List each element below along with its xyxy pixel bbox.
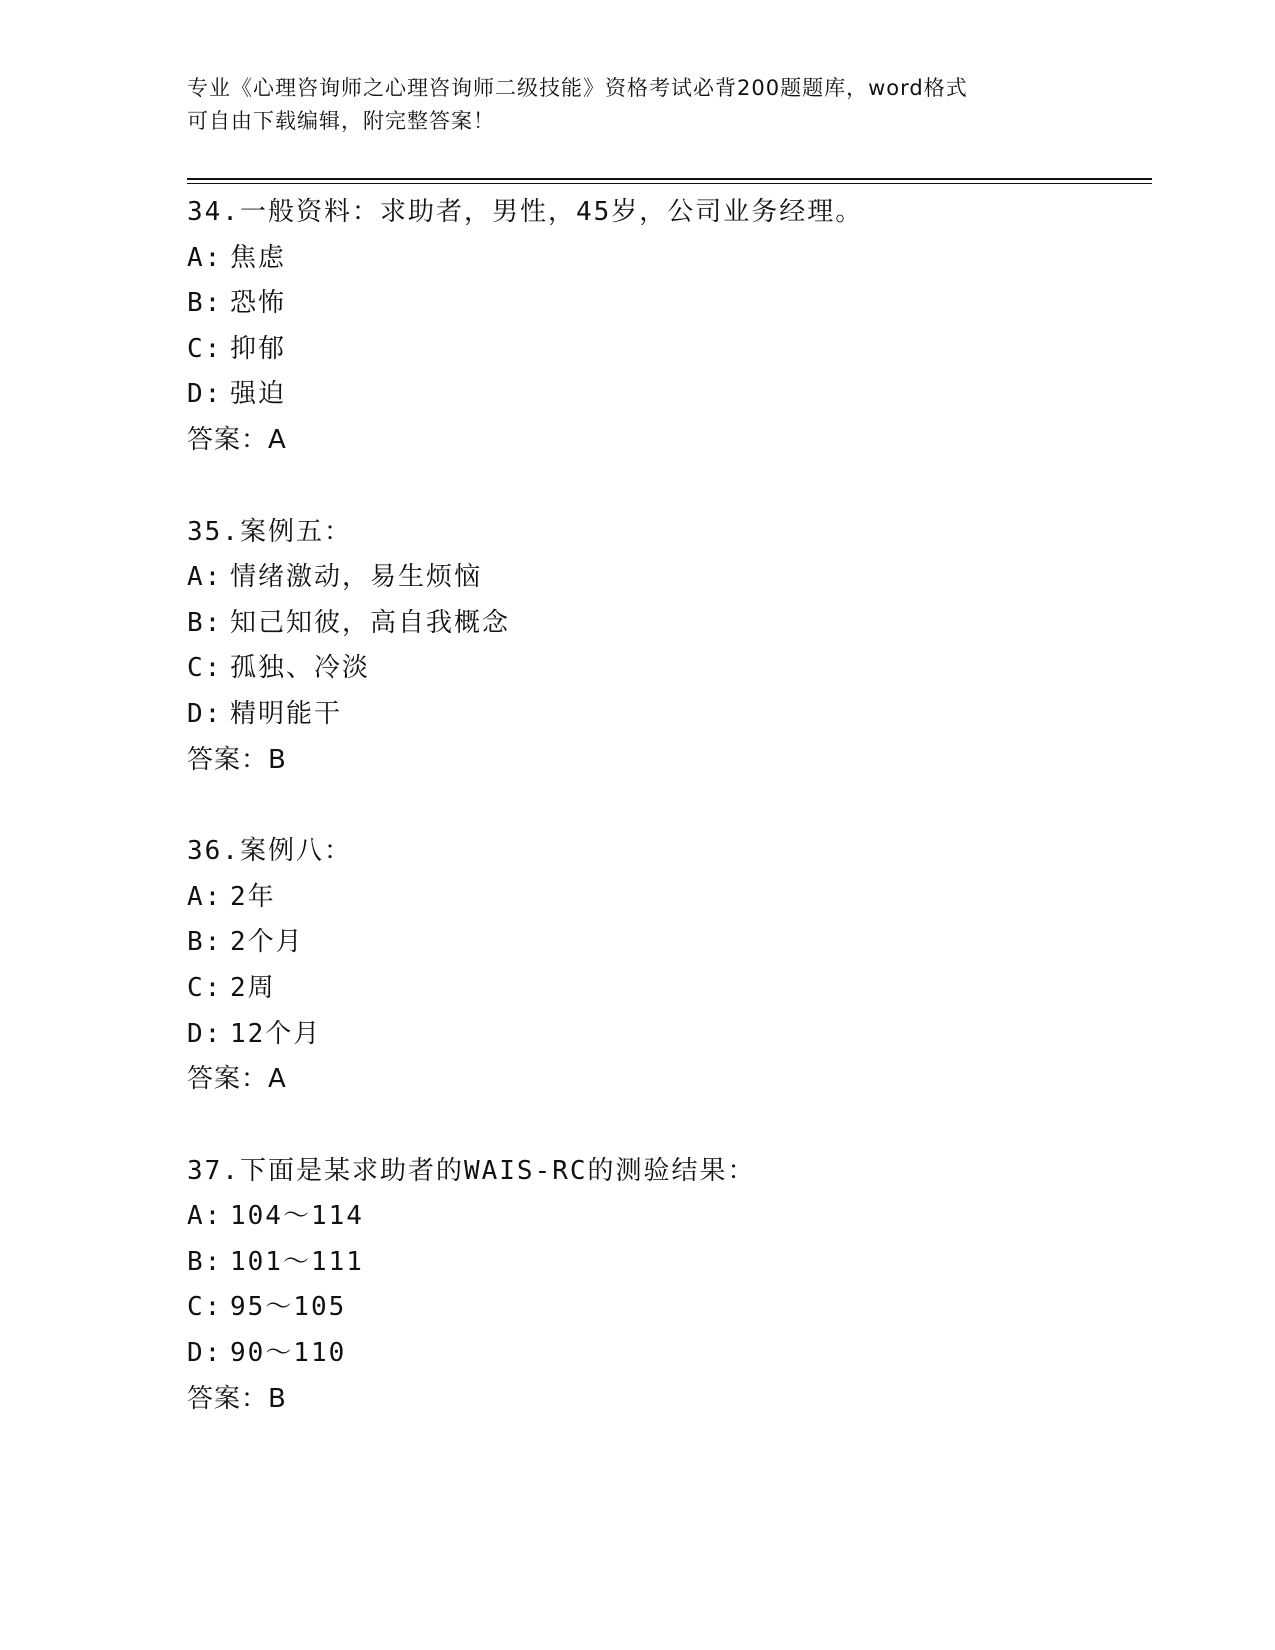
option-letter: A: [187,881,223,912]
option-c [187,1285,1147,1331]
option-text: 情绪激动，易生烦恼 [230,562,483,593]
question-36 [187,829,1147,1103]
option-text: 孤独、冷淡 [230,653,371,684]
option-c [187,327,1147,373]
header-divider-thick [187,178,1152,180]
option-d [187,1012,1147,1058]
option-letter: D: [187,1018,223,1049]
option-letter: B: [187,288,223,319]
option-text: 焦虑 [230,242,287,273]
option-b [187,601,1147,647]
answer-line: 答案：B [187,1383,287,1414]
question-stem: 37.下面是某求助者的WAIS-RC的测验结果： [187,1155,756,1186]
question-35 [187,510,1147,784]
option-letter: A: [187,562,223,593]
option-b [187,920,1147,966]
header-line-2: 可自由下载编辑，附完整答案！ [187,109,495,133]
option-text: 2周 [230,972,276,1003]
option-d [187,372,1147,418]
option-letter: C: [187,1292,223,1323]
option-c [187,646,1147,692]
question-list [187,190,1147,1468]
option-text: 104～114 [230,1201,364,1232]
header-line-1: 专业《心理咨询师之心理咨询师二级技能》资格考试必背200题题库，word格式 [187,76,968,100]
option-letter: C: [187,653,223,684]
question-stem: 34.一般资料：求助者，男性，45岁，公司业务经理。 [187,197,864,227]
option-text: 95～105 [230,1292,347,1323]
option-a [187,875,1147,921]
header-divider-thin [187,183,1152,184]
option-letter: D: [187,379,223,410]
option-d [187,692,1147,738]
option-text: 12个月 [230,1018,322,1049]
option-a [187,1194,1147,1240]
option-text: 知己知彼，高自我概念 [230,607,511,638]
option-letter: B: [187,607,223,638]
option-text: 90～110 [230,1338,347,1369]
option-c [187,966,1147,1012]
option-b [187,281,1147,327]
question-34 [187,190,1147,464]
answer-line: 答案：B [187,744,287,775]
option-letter: A: [187,1201,223,1232]
option-text: 2个月 [230,927,304,958]
option-text: 2年 [230,881,276,912]
question-37 [187,1149,1147,1423]
question-stem: 35.案例五： [187,516,352,547]
option-letter: A: [187,242,223,273]
answer-line: 答案：A [187,1064,287,1095]
option-text: 恐怖 [230,288,287,319]
answer-line: 答案：A [187,424,287,455]
option-text: 抑郁 [230,333,287,364]
option-letter: D: [187,1338,223,1369]
option-a [187,236,1147,282]
option-d [187,1331,1147,1377]
option-letter: B: [187,1246,223,1277]
option-letter: B: [187,927,223,958]
option-letter: C: [187,972,223,1003]
option-letter: D: [187,698,223,729]
option-text: 强迫 [230,379,287,410]
option-text: 精明能干 [230,698,343,729]
document-header [187,72,1067,138]
question-stem: 36.案例八： [187,836,352,867]
option-text: 101～111 [230,1246,364,1277]
option-b [187,1240,1147,1286]
option-letter: C: [187,333,223,364]
option-a [187,555,1147,601]
